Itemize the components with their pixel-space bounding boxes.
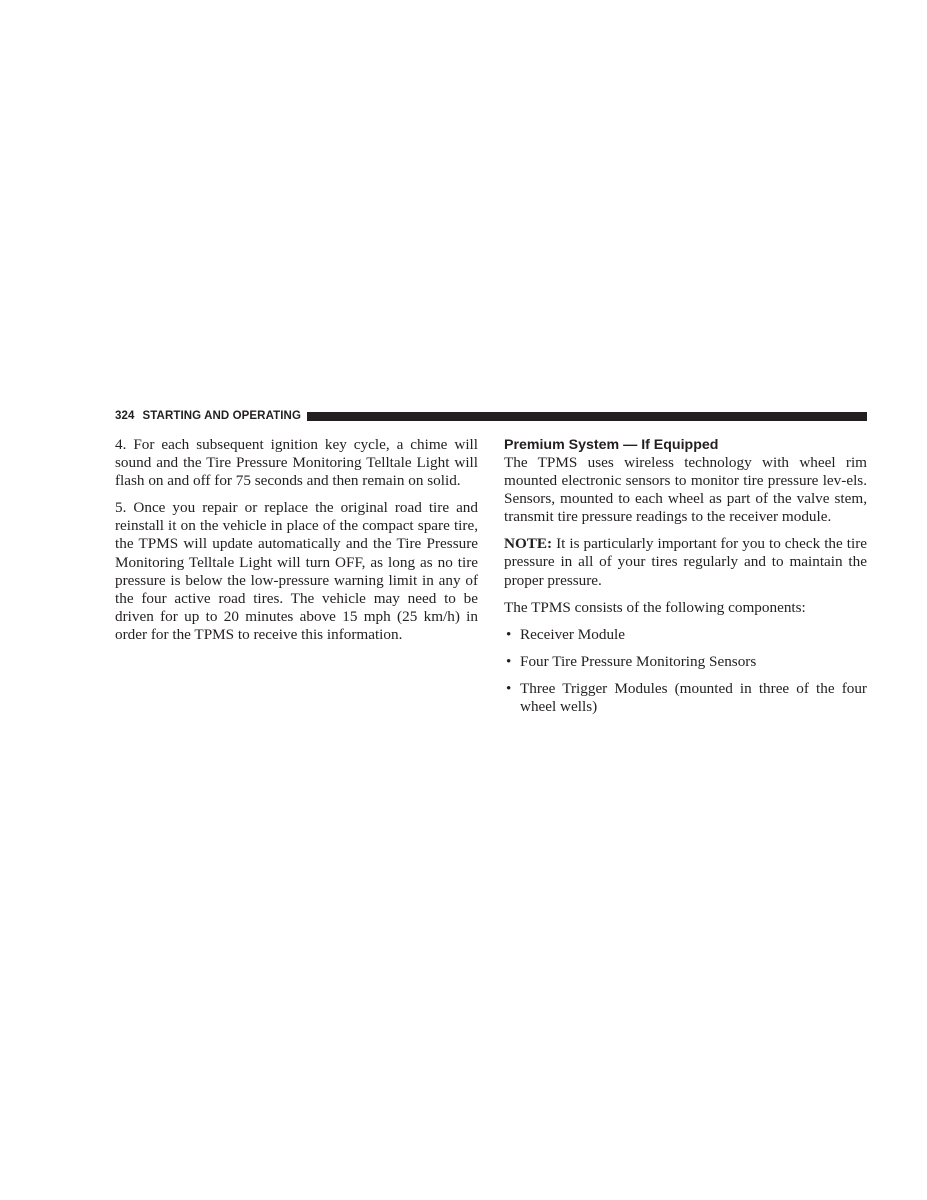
note-label: NOTE: xyxy=(504,535,553,553)
page-header xyxy=(115,408,867,424)
components-intro: The TPMS consists of the following components: xyxy=(504,598,806,616)
page-number: 324 xyxy=(115,410,135,422)
bullet-icon: • xyxy=(506,652,512,670)
bullet-icon: • xyxy=(506,679,512,697)
list-item xyxy=(504,653,867,671)
paragraph-step-5: 5. Once you repair or replace the original road tire and reinstall it on the vehicle in place of the compact spare tire, the TPMS will update automatically and the Tire Pressure Monitoring Telltale Light will turn OFF, as long as no tire pressure is below the low-pressure warning limit in any of the four active road tires. The vehicle may need to be driven for up to 20 minutes above 15 mph (25 km/h) in order for the TPMS to receive this information. xyxy=(115,499,478,643)
premium-system-heading: Premium System — If Equipped xyxy=(504,437,719,453)
premium-system-intro: The TPMS uses wireless technology with wheel rim mounted electronic sensors to monitor tire pressure lev-els. Sensors, mounted to each wheel as part of the valve stem, transmit tire pressure readings to the receiver module. xyxy=(504,454,867,526)
note-text: It is particularly important for you to check the tire pressure in all of your tires regularly and to maintain the proper pressure. xyxy=(504,535,867,589)
components-list xyxy=(504,626,867,716)
note-paragraph xyxy=(504,535,867,589)
list-item xyxy=(504,680,867,716)
right-column xyxy=(504,436,867,725)
list-item-text: Three Trigger Modules (mounted in three of the four wheel wells) xyxy=(520,679,867,716)
list-item-text: Receiver Module xyxy=(520,625,626,643)
left-column xyxy=(115,436,478,653)
list-item-text: Four Tire Pressure Monitoring Sensors xyxy=(520,652,757,670)
bullet-icon: • xyxy=(506,625,512,643)
list-item xyxy=(504,626,867,644)
paragraph-step-4: 4. For each subsequent ignition key cycle, a chime will sound and the Tire Pressure Monitoring Telltale Light will flash on and off for 75 seconds and then remain on solid. xyxy=(115,436,478,490)
header-rule xyxy=(307,412,867,421)
section-title: STARTING AND OPERATING xyxy=(142,410,302,422)
